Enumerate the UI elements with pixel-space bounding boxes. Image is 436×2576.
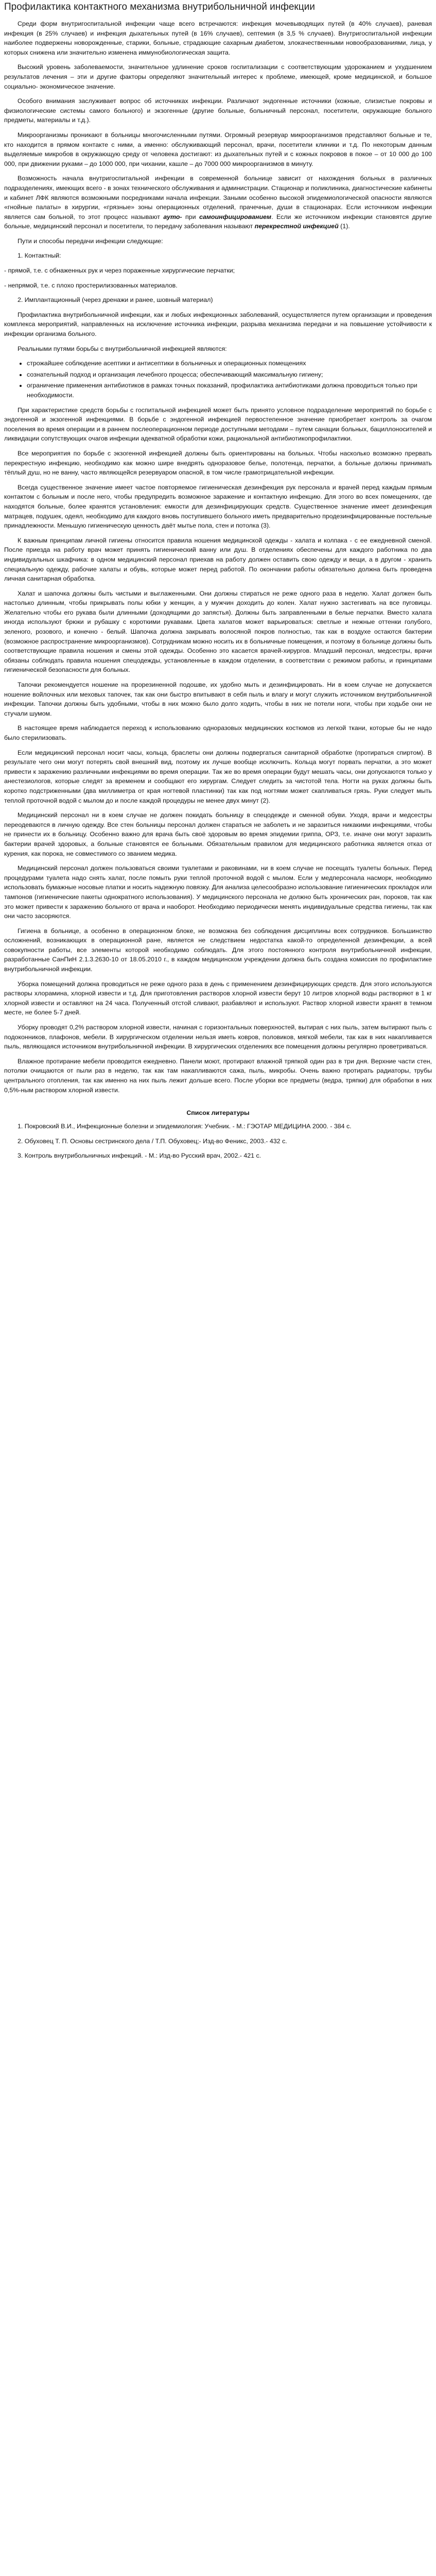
contact-item: - прямой, т.е. с обнаженных рук и через пораженные хирургические перчатки; <box>4 267 235 275</box>
body-paragraph: В настоящее время наблюдается переход к использованию одноразовых медицинских костюмов из легкой ткани, которые бы не надо было стерилизовать. <box>4 724 432 741</box>
page-title: Профилактика контактного механизма внутрибольничной инфекции <box>4 2 315 12</box>
term-cross-infection: перекрестной инфекцией <box>254 223 339 230</box>
body-paragraph: Гигиена в больнице, а особенно в операционном блоке, не возможна без соблюдения дисциплины всех сотрудников. Большинство осложнений, возникающих в операционной ране, является не следствием недостатка какой-то определенной дезинфекции, а всей совокупности работы, все элементы которой необходимо соблюдать. Для этого постоянного контроля внутрибольничной инфекции, разработанные СанПиН 2.1.3.2630-10 от 18.05.2010 г., в каждом медицинском учреждении должна быть создана комиссия по профилактике внутрибольничной инфекции. <box>4 927 432 973</box>
intro-paragraph: Высокий уровень заболеваемости, значительное удлинение сроков госпитализации с соответствующим удорожанием и ухудшением результатов лечения – эти и другие факторы определяют значительный интерес к проблеме, имеющей, кроме медицинской, и большое социально- экономическое значение. <box>4 63 432 90</box>
contact-heading: 1. Контактный: <box>18 252 61 260</box>
routes-heading: Пути и способы передачи инфекции следующие: <box>18 237 163 245</box>
intro-paragraph: Среди форм внутригоспитальной инфекции чаще всего встречаются: инфекция мочевыводящих путей (в 40% случаев), раневая инфекция (в 25% случаев) и инфекция дыхательных путей (в 16% случаев), септемия (в 3,5 % случаев). Внутригоспитальной инфекции наиболее подвержены новорожденные, старики, больные, страдающие сахарным диабетом, злокачественными новообразованиями, лица, у которых снижена или значительно изменена иммунобиологическая защита. <box>4 20 432 56</box>
intro-sources-text: Возможность начала внутригоспитальной инфекции в современной больнице зависит от нахождения больных в различных подразделениях, имеющих всего - в зонах технического обслуживания и администрации. Стационар и поликлиника, диагностические кабинеты и кабинет ЛФК являются возможными посредниками начала инфекции. Заными особенно высокой эпидемиологической опасности являются «гнойные палаты» в хирургии, «грязные» зоны операционных отделений, прачечные, души в стационарах. Если источником инфекции является сам больной, то этот процесс называют <box>4 175 432 221</box>
prevention-paragraph: Профилактика внутрибольничной инфекции, как и любых инфекционных заболеваний, осуществляется путем организации и проведения комплекса мероприятий, направленных на исключение источника инфекции, разрыва механизма передачи и на повышение устойчивости к инфекции организма больного. <box>4 311 432 338</box>
body-paragraph: При характеристике средств борьбы с госпитальной инфекцией может быть принято условное подразделение мероприятий по борьбе с эндогенной и экзогенной инфекциями. В борьбе с эндогенной инфекцией первостепенное значение приобретает контроль за очагом поселения во время операции и в раннем послеоперационном периоде доступными методами – путем санации больных, бациллоносителей и ликвидации сопутствующих очагов инфекции адекватной обработки кожи, рациональной антибиотикопрофилактики. <box>4 406 432 443</box>
body-paragraph: Всегда существенное значение имеет частое повторяемое гигиеническая дезинфекция рук персонала и врачей перед каждым прямым контактом с больным и после него, чтобы предупредить возможное заражение и контактную инфекцию. Для этого во всех помещениях, где находятся больные, более кранятся установления: емкости для дезинфицирующих средств. Существенное значение имеет дезинфекция матрацев, подушек, одеял, необходимо для каждого вновь поступившего больного иметь предварительно продезинфицированные постельные принадлежности. Меньшую гигиеническую ценность даёт мытье пола, стен и потолка (3). <box>4 483 432 530</box>
body-paragraph: Халат и шапочка должны быть чистыми и выглаженными. Они должны стираться не реже одного раза в неделю. Халат должен быть настолько длинным, чтобы прикрывать полы юбки у женщин, а у мужчин доходить до колен. Халат нужно застегивать на все пуговицы. Желательно чтобы его рукава были длинными (доходящими до запястья). Должны быть заправленными в белые перчатки. Вместо халата иногда используют брюки и рубашку с короткими рукавами. Цвета халатов может варьироваться: светлые и нежные оттенки голубого, зеленого, розового, и конечно - белый. Шапочка должна закрывать волосяной покров полностью, так как в воздухе остаются бактерии (возможное распространение микроорганизмов). Сотрудникам можно носить их в больничные помещения, и поэтому в больнице должны быть соответствующие правила ношения и смены этой одежды. Особенно это касается врачей-хирургов. Младший персонал, медсестры, врачи обязаны соблюдать правила ношения спецодежды, установленные в каждом отделении, в соответствии с режимом работы, и принципами гигиенической безопасности для больных. <box>4 589 432 674</box>
term-auto: ауто- <box>163 213 182 221</box>
list-item: • ограничение применения антибиотиков в рамках точных показаний, профилактика антибиотиками должна проводиться только при необходимости. <box>27 381 432 400</box>
body-paragraph: Медицинский персонал ни в коем случае не должен покидать больницу в спецодежде и сменной обуви. Уходя, врачи и медсестры переодеваются в личную одежду. Все стен больницы персонал должен стараться не заболеть и не заразиться никакими инфекциями, чтобы не принести их в больницу. Особенно важно для врача быть своё здоровым во время эпидемии гриппа, ОРЗ, т.е. иначе они могут заразить бактерии врачей здоровых, а больные становятся ее больными. Обязательным правилом для медицинского работника является отказ от курения, как порока, не совместимого со званием медика. <box>4 811 432 857</box>
intro-paragraph: Особого внимания заслуживает вопрос об источниках инфекции. Различают эндогенные источники (кожные, слизистые покровы и физиологические системы самого больного) и экзогенные (другие больные, больничный персонал, посетители, окружающие больного предметы, материалы и т.д.). <box>4 97 432 124</box>
body-paragraph: Медицинский персонал должен пользоваться своими туалетами и раковинами, ни в коем случае не посещать туалеты больных. Перед процедурами туалета надо снять халат, после помыть руки теплой проточной водой с мылом. Если у медперсонала насморк, необходимо использовать бумажные носовые платки и носить надежную повязку. Для анализа целесообразно использование гигиенических прокладок или тампонов (гигиенические пакеты однократного использования). У медицинского персонала не должно быть хронических ран, пороков, так как это может привести к заражению больного от врача и наоборот. Необходимо периодически менять индивидуальные средства гигиены, так как они часто засоряются. <box>4 865 432 920</box>
prevention-list <box>4 359 432 400</box>
body-paragraph: Тапочки рекомендуется ношение на прорезиненной подошве, их удобно мыть и дезинфицировать. Ни в коем случае не допускается ношение войлочных или меховых тапочек, так как они быстро впитывают в себя пыль и влагу и могут служить источником внутрибольничной инфекции. Тапочки должны быть удобными, чтобы в них можно было долго ходить, чтобы в них не потели ноги, чтобы при ходьбе они не стучали шумом. <box>4 681 432 717</box>
article <box>0 0 436 1161</box>
prevention-lead: Реальными путями борьбы с внутрибольничной инфекцией являются: <box>18 345 227 352</box>
body-paragraph: Уборку проводят 0,2% раствором хлорной извести, начиная с горизонтальных поверхностей, вытирая с них пыль, затем вытирают пыль с подоконников, плафонов, мебели. В хирургическом отделении нельзя иметь ковров, половиков, мягкой мебели, так как в них накапливается пыль, являющаяся источником внутрибольничной инфекции. В хирургических отделениях все помещения должны регулярно проветриваться. <box>4 1024 432 1050</box>
intro-sources-conj: при <box>185 213 196 221</box>
body-paragraph: Если медицинский персонал носит часы, кольца, браслеты они должны подвергаться санитарной обработке (протираться спиртом). В результате чего они могут потерять свой внешний вид, поэтому их лучше вообще исключить. Кольца могут порвать перчатки, а это может привести к заражению различными инфекциями во время операции. Так же во время операции будут мешать часы, они допускаются только у анестезиологов, которые следят за временем и сообщают его хирургам. Следует следить за чистотой тела. Ногти на руках должны быть коротко подстриженными (два миллиметра от края ногтевой пластинки) так как под ногтями может скапливаться грязь. Руки следует мыть теплой проточной водой с мылом до и после каждой процедуры не менее двух минут (2). <box>4 749 432 804</box>
references-heading: Список литературы <box>186 1109 250 1117</box>
contact-item: - непрямой, т.е. с плохо простерилизованных материалов. <box>4 281 178 289</box>
references-list <box>4 1122 432 1161</box>
body-paragraph: Влажное протирание мебели проводится ежедневно. Панели моют, протирают влажной тряпкой один раз в три дня. Верхние части стен, потолки очищаются от пыли раз в неделю, так как там накапливаются сажа, пыль, микробы. Очень важно протирать радиаторы, трубы центрального отопления, так как именно на них пыль лежит дольше всего. После уборки все предметы (ведра, тряпки) для обработки в них 0,5%-ным раствором хлорной извести. <box>4 1057 432 1094</box>
list-item: • строжайшее соблюдение асептики и антисептики в больничных и операционных помещениях <box>27 359 432 368</box>
body-paragraph: Уборка помещений должна проводиться не реже одного раза в день с применением дезинфицирующих средств. Для этого используются растворы хлорамина, хлорной извести и т.д. Для приготовления растворов хлорной извести берут 10 литров хлорной воды растворяют в 1 кг хлорной извести и оставляют на 24 часа. Полученный отстой сливают, разбавляют и используют. Раствор хлорной извести хранят в темном месте, не более 5-7 дней. <box>4 980 432 1016</box>
implant-heading: 2. Имплантационный (через дренажи и ранее, шовный материал) <box>18 296 213 304</box>
list-item: • сознательный подход и организация лечебного процесса; обеспечивающий максимальную гигиену; <box>27 370 432 380</box>
intro-sources-ref: (1). <box>338 223 350 230</box>
body-paragraph: Все мероприятия по борьбе с экзогенной инфекцией должны быть ориентированы на больных. Чтобы насколько возможно прервать перекрестную инфекцию, необходимо как можно шире внедрять одноразовое белье, полотенца, перчатки, а больные должны принимать тёплый душ, но не ванну, часто являющейся резервуаром опасной, в том числе грамотрицательной инфекции. <box>4 449 432 477</box>
intro-paragraph: Микроорганизмы проникают в больницы многочисленными путями. Огромный резервуар микроорганизмов представляют больные и те, кто находится в прямом контакте с ними, а именно: обслуживающий персонал, врачи, посетители клиники и т.д. По некоторым данным выделяемые микробов в окружающую среду от человека достигают: из дыхательных путей и с кожных покровов в покое – от 10 000 до 100 000, при движении руками – до 1000 000, при чихании, кашле – до 7000 000 микроорганизмов в минуту. <box>4 131 432 167</box>
intro-sources-tail: . Если же источником инфекции становятся другие больные, медицинский персонал и посетители, то передачу заболевания называют <box>4 213 432 230</box>
reference-item: 2. Обуховец Т. П. Основы сестринского дела / Т.П. Обуховец;- Изд-во Феникс, 2003.- 432 с. <box>18 1137 287 1145</box>
reference-item: 3. Контроль внутрибольничных инфекций. - М.: Изд-во Русский врач, 2002.- 421 с. <box>18 1152 261 1160</box>
reference-item: 1. Покровский В.И., Инфекционные болезни и эпидемиология: Учебник. - М.: ГЭОТАР МЕДИЦИНА 2000. - 384 с. <box>18 1123 352 1130</box>
term-self-infection: самоинфицированием <box>199 213 272 221</box>
intro-paragraph-sources <box>4 174 432 231</box>
body-paragraph: К важным принципам личной гигиены относится правила ношения медицинской одежды - халата и колпака - с ее ежедневной сменой. После приезда на работу врач может принять гигиенический ванну или душ. В отделениях обеспечены для каждого работника по два индивидуальных шкафчика: в одном медицинский персонал приехав на работу должен оставить свою одежду и вещи, а в другом - хранить специальную одежду, рабочие халаты и обувь, которые может перед работой. По окончании работы обязательно должна быть проведена личная санитарная обработка. <box>4 536 432 583</box>
